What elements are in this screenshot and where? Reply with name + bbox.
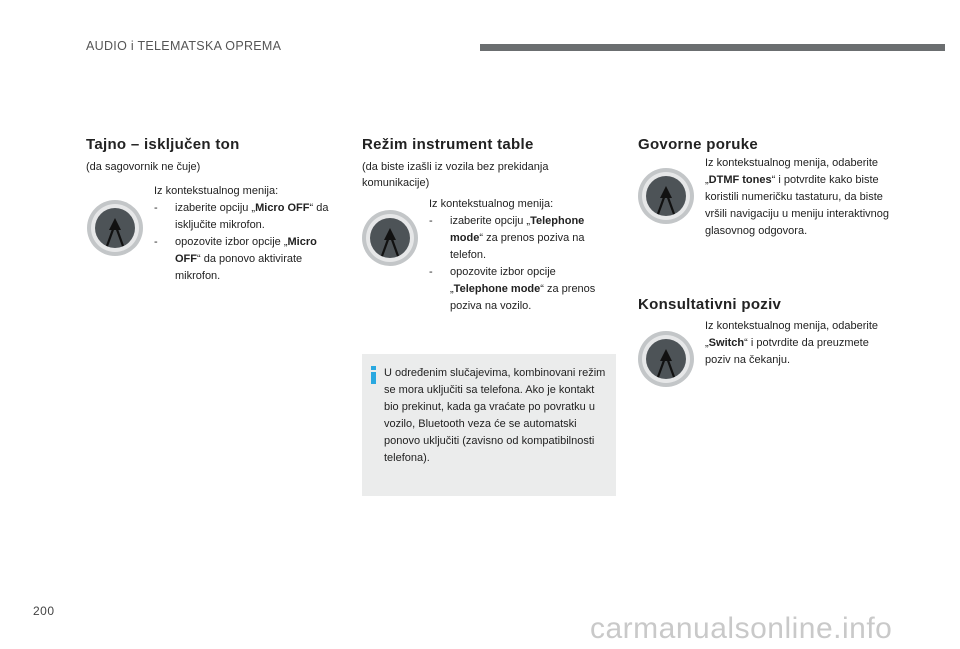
rotary-knob-press-icon [636, 166, 696, 226]
mute-item-1 [154, 200, 338, 234]
list-dash: - [154, 202, 158, 214]
telephone-mode-option: Telephone mode [450, 215, 585, 244]
watermark: carmanualsonline.info [590, 612, 893, 645]
list-dash: - [429, 215, 433, 227]
telephone-mode-item-1 [429, 213, 614, 264]
dtmf-tones-option: DTMF tones [708, 174, 772, 186]
telephone-mode-intro: Iz kontekstualnog menija: [429, 198, 554, 210]
page-number: 200 [33, 604, 55, 618]
rotary-knob-press-icon [360, 208, 420, 268]
info-icon [369, 365, 379, 385]
header-bar [480, 44, 945, 51]
micro-off-option: Micro OFF [175, 236, 317, 265]
consultative-call-text [705, 318, 890, 369]
mute-item-2-post: “ da ponovo aktivirate mikrofon. [175, 253, 303, 282]
section-telephone-mode [362, 136, 612, 191]
mute-instructions [154, 183, 338, 285]
mute-item-2 [154, 234, 338, 285]
rotary-knob-press-icon [85, 198, 145, 258]
telephone-mode-item-2-text: opozovite izbor opcije „ [450, 266, 556, 295]
list-dash: - [429, 266, 433, 278]
section-consultative-call [638, 296, 898, 313]
telephone-mode-item-1-text: izaberite opciju „ [450, 215, 531, 227]
info-note-text: U određenim slučajevima, kombinovani režim se mora uključiti sa telefona. Ako je kontakt bio prekinut, kada ga vraćate po povratku u vozilo, Bluetooth veza će se automatski ponovo uključiti (zavisno od kompatibilnosti telefona). [384, 367, 606, 464]
voice-messages-text-pre: Iz kontekstualnog menija, odaberite „ [705, 157, 879, 186]
header-title: AUDIO i TELEMATSKA OPREMA [86, 39, 282, 53]
telephone-mode-item-1-post: “ za prenos poziva na telefon. [450, 232, 585, 261]
voice-messages-text-post: “ i potvrdite kako biste koristili numeričku tastaturu, da biste vršili navigaciju u meniju interaktivnog glasovnog odgovora. [705, 174, 890, 237]
rotary-knob-press-icon [636, 329, 696, 389]
voice-messages-text [705, 155, 897, 240]
telephone-mode-item-2 [429, 264, 614, 315]
consultative-call-text-pre: Iz kontekstualnog menija, odaberite „ [705, 320, 879, 349]
telephone-mode-option: Telephone mode [453, 283, 541, 295]
mute-item-1-post: “ da isključite mikrofon. [175, 202, 329, 231]
section-subtitle-mute: (da sagovornik ne čuje) [86, 161, 201, 173]
mute-intro: Iz kontekstualnog menija: [154, 185, 279, 197]
section-title-telephone-mode: Režim instrument table [362, 136, 534, 153]
section-subtitle-telephone-mode: (da biste izašli iz vozila bez prekidanja komunikacije) [362, 161, 549, 189]
consultative-call-text-post: “ i potvrdite da preuzmete poziv na čekanju. [705, 337, 869, 366]
section-title-consultative-call: Konsultativni poziv [638, 296, 782, 313]
micro-off-option: Micro OFF [255, 202, 310, 214]
mute-item-1-text: izaberite opciju „ [175, 202, 256, 214]
section-voice-messages [638, 136, 898, 153]
section-title-mute: Tajno – isključen ton [86, 136, 240, 153]
telephone-mode-instructions [429, 196, 614, 315]
list-dash: - [154, 236, 158, 248]
section-title-voice-messages: Govorne poruke [638, 136, 759, 153]
section-mute [86, 136, 336, 175]
telephone-mode-item-2-post: “ za prenos poziva na vozilo. [450, 283, 596, 312]
switch-option: Switch [708, 337, 745, 349]
mute-item-2-text: opozovite izbor opcije „ [175, 236, 288, 248]
